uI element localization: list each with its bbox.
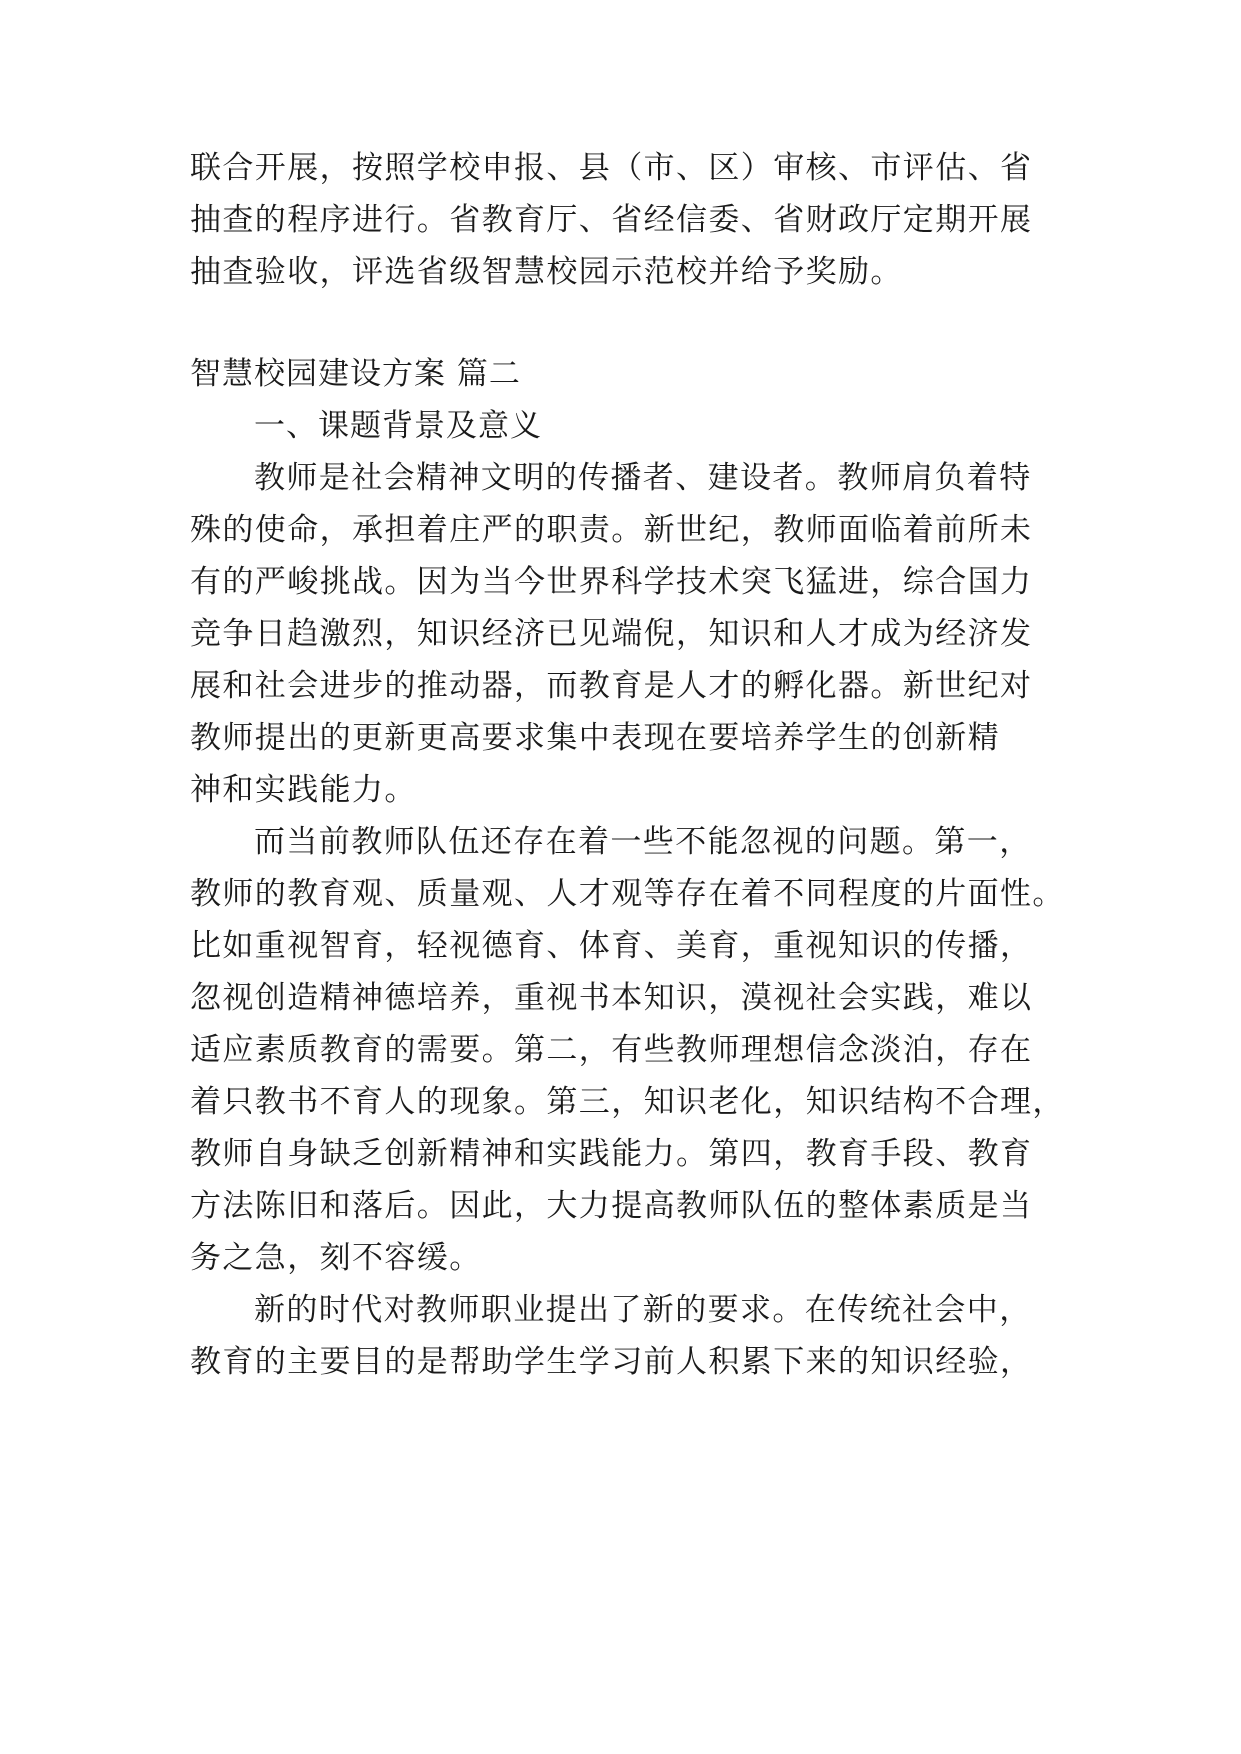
body-text-line: 务之急，刻不容缓。	[190, 1240, 482, 1276]
body-text-line: 教师的教育观、质量观、人才观等存在着不同程度的片面性。	[190, 876, 1065, 912]
body-text-line: 联合开展，按照学校申报、县（市、区）审核、市评估、省	[190, 150, 1033, 186]
body-text-line: 抽查的程序进行。省教育厅、省经信委、省财政厅定期开展	[190, 202, 1033, 238]
paragraph-first-line: 新的时代对教师职业提出了新的要求。在传统社会中，	[254, 1292, 1032, 1328]
paragraph-first-line: 而当前教师队伍还存在着一些不能忽视的问题。第一，	[254, 824, 1032, 860]
section-title: 智慧校园建设方案 篇二	[190, 356, 521, 392]
body-text-line: 方法陈旧和落后。因此，大力提高教师队伍的整体素质是当	[190, 1188, 1033, 1224]
body-text-line: 神和实践能力。	[190, 772, 417, 808]
body-text-line: 殊的使命，承担着庄严的职责。新世纪，教师面临着前所未	[190, 512, 1033, 548]
body-text-line: 教师提出的更新更高要求集中表现在要培养学生的创新精	[190, 720, 1000, 756]
body-text-line: 抽查验收，评选省级智慧校园示范校并给予奖励。	[190, 254, 903, 290]
body-text-line: 着只教书不育人的现象。第三，知识老化，知识结构不合理，	[190, 1084, 1065, 1120]
body-text-line: 竞争日趋激烈，知识经济已见端倪，知识和人才成为经济发	[190, 616, 1033, 652]
body-text-line: 适应素质教育的需要。第二，有些教师理想信念淡泊，存在	[190, 1032, 1033, 1068]
body-text-line: 教育的主要目的是帮助学生学习前人积累下来的知识经验，	[190, 1344, 1033, 1380]
body-text-line: 有的严峻挑战。因为当今世界科学技术突飞猛进，综合国力	[190, 564, 1033, 600]
body-text-line: 教师自身缺乏创新精神和实践能力。第四，教育手段、教育	[190, 1136, 1033, 1172]
body-text-line: 忽视创造精神德培养，重视书本知识，漠视社会实践，难以	[190, 980, 1033, 1016]
body-text-line: 展和社会进步的推动器，而教育是人才的孵化器。新世纪对	[190, 668, 1033, 704]
subsection-title: 一、课题背景及意义	[254, 408, 542, 444]
body-text-line: 比如重视智育，轻视德育、体育、美育，重视知识的传播，	[190, 928, 1033, 964]
paragraph-first-line: 教师是社会精神文明的传播者、建设者。教师肩负着特	[254, 460, 1032, 496]
